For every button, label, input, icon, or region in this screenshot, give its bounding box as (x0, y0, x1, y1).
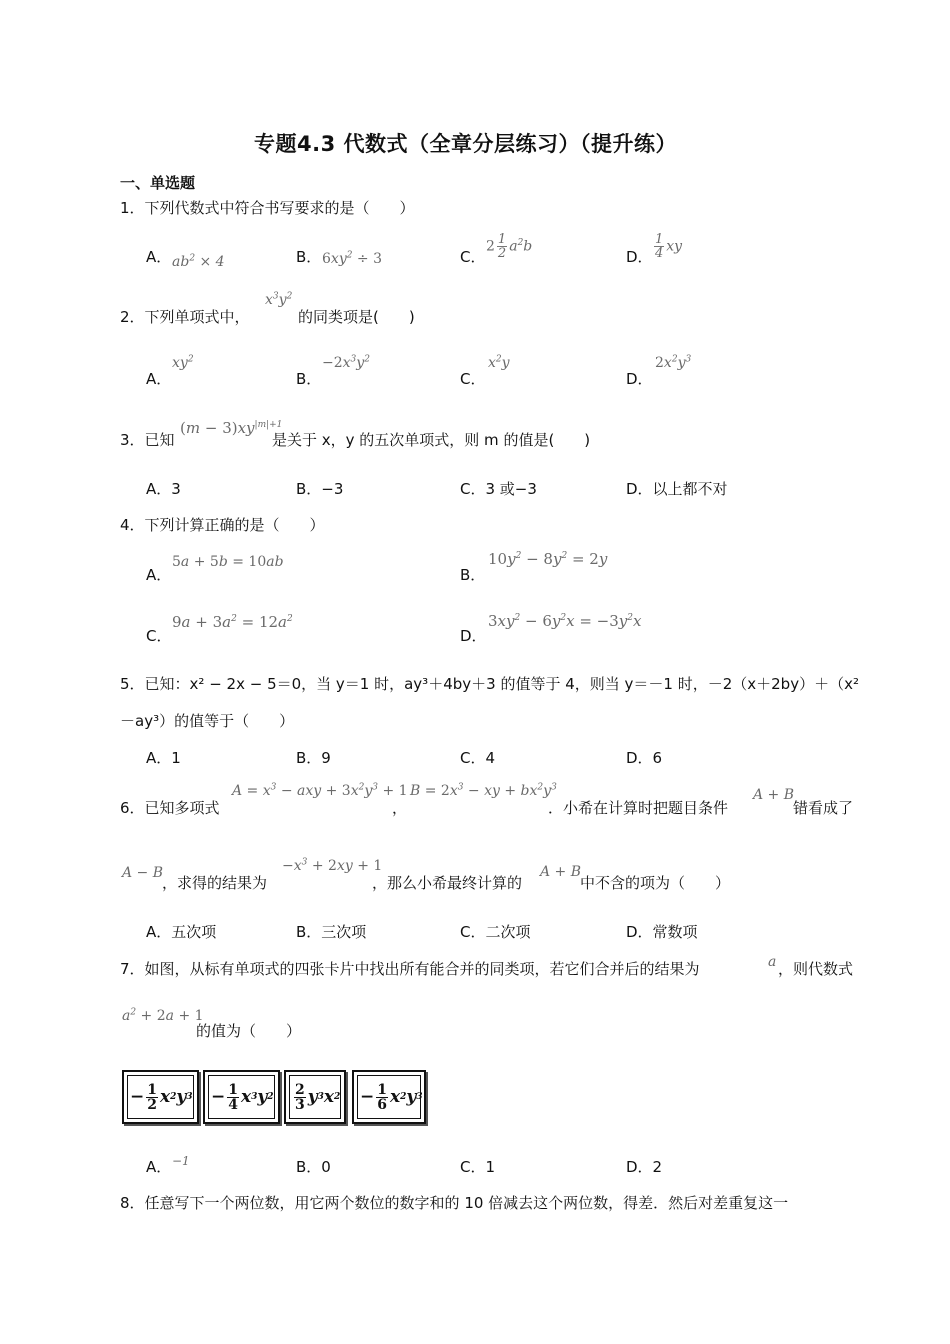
q2-stem-pre: 2．下列单项式中， (120, 308, 250, 326)
q7-card-2: − $\frac{1}{4}$ x 3 y 2 (203, 1070, 280, 1124)
q4-opt-d-label: D． (460, 627, 487, 645)
q3-opt-b: B．−3 (296, 480, 344, 498)
q6-comma: ， (392, 799, 408, 817)
q4-opt-d-math: $3xy^2 - 6y^2x = -3y^2x$ (488, 612, 642, 630)
q6-line2-a: ，求得的结果为 (162, 874, 268, 892)
section-heading: 一、单选题 (120, 174, 196, 192)
q2-opt-b-label: B． (296, 370, 322, 388)
q4-opt-c-math: $9a + 3a^2 = 12a^2$ (172, 613, 293, 631)
q4-opt-b-label: B． (460, 566, 486, 584)
q3-opt-d: D．以上都不对 (626, 480, 728, 498)
q7-opt-a-label: A． (146, 1158, 172, 1176)
q2-stem-post: 的同类项是( ) (298, 308, 415, 326)
q6-math-aplusb-2: A + B (540, 864, 582, 880)
q3-opt-a: A．3 (146, 480, 181, 498)
q1-opt-c-math: 2 $\frac{1}{2}$ $a^2b$ (486, 232, 533, 261)
q7-expr-math: $a^2 + 2a + 1$ (122, 1007, 204, 1024)
q2-stem-math: $x^3y^2$ (265, 291, 293, 308)
q1-opt-a-math: $ab^2 \times 4$ (172, 253, 225, 270)
q6-line2-b: ，那么小希最终计算的 (372, 874, 523, 892)
q1-opt-d-label: D． (626, 248, 653, 266)
q7-expr-post: 的值为（ ） (196, 1022, 302, 1040)
q1-opt-b-math: $6xy^2 \div 3$ (322, 250, 383, 267)
q7-card-3: $\frac{2}{3}$ y 3 x 2 (284, 1070, 346, 1124)
q6-math-aplusb: A + B (753, 787, 795, 803)
q7-stem: 7．如图，从标有单项式的四张卡片中找出所有能合并的同类项，若它们合并后的结果为 (120, 960, 700, 978)
q2-opt-b-math: $-2x^3y^2$ (322, 354, 370, 371)
page-title: 专题4.3 代数式（全章分层练习）（提升练） (254, 132, 678, 156)
q5-opt-a: A．1 (146, 749, 181, 767)
q7-card-4: − $\frac{1}{6}$ x 2 y 3 (352, 1070, 426, 1124)
q5-opt-d: D．6 (626, 749, 663, 767)
q4-opt-b-math: $10y^2 - 8y^2 = 2y$ (488, 550, 608, 568)
q2-opt-d-label: D． (626, 370, 653, 388)
q7-opt-c: C．1 (460, 1158, 496, 1176)
q4-opt-a-math: 5a + 5b = 10ab (172, 554, 284, 570)
q4-opt-c-label: C． (146, 627, 172, 645)
q5-line2: －ay³）的值等于（ ） (120, 712, 295, 730)
q3-stem-pre: 3．已知 (120, 431, 175, 449)
q2-opt-a-math: $xy^2$ (172, 354, 194, 371)
q7-opt-b: B．0 (296, 1158, 331, 1176)
q5-opt-c: C．4 (460, 749, 496, 767)
q3-stem-math: $(m - 3)xy^{|m|+1}$ (180, 419, 283, 437)
q6-stem-pre: 6．已知多项式 (120, 799, 220, 817)
q6-stem-mid: ．小希在计算时把题目条件 (548, 799, 729, 817)
q6-math-a: $A = x^3$ − axy + $3x^2y^3 + 1$ (232, 782, 408, 799)
q8-stem: 8．任意写下一个两位数，用它两个数位的数字和的 10 倍减去这个两位数，得差．然后对差重复这一 (120, 1194, 789, 1212)
q6-line2-c: 中不含的项为（ ） (580, 874, 731, 892)
q5-line1: 5．已知：x² − 2x − 5＝0，当 y＝1 时，ay³＋4by＋3 的值等于 4，则当 y＝－1 时，－2（x＋2by）＋（x² (120, 675, 859, 693)
q6-opt-b: B．三次项 (296, 923, 367, 941)
q7-stem-end: ，则代数式 (778, 960, 854, 978)
q7-stem-math-a: a (768, 954, 777, 970)
q6-opt-d: D．常数项 (626, 923, 698, 941)
q6-opt-c: C．二次项 (460, 923, 531, 941)
q1-opt-b-label: B． (296, 248, 322, 266)
q6-math-aminusb: A − B (122, 865, 164, 881)
q6-math-b: $B = 2x^3$ − xy + $bx^2y^3$ (410, 782, 557, 799)
q3-opt-c: C．3 或−3 (460, 480, 537, 498)
q7-opt-d: D．2 (626, 1158, 663, 1176)
q4-opt-a-label: A． (146, 566, 172, 584)
q1-opt-d-math: $\frac{1}{4}$ xy (655, 232, 683, 261)
q4-stem: 4．下列计算正确的是（ ） (120, 516, 325, 534)
q1-stem: 1．下列代数式中符合书写要求的是（ ） (120, 199, 415, 217)
q7-card-1: − $\frac{1}{2}$ x 2 y 3 (122, 1070, 199, 1124)
q5-opt-b: B．9 (296, 749, 331, 767)
q1-opt-c-label: C． (460, 248, 486, 266)
q2-opt-c-label: C． (460, 370, 486, 388)
q7-opt-a-math: −1 (172, 1154, 190, 1168)
q2-opt-a-label: A． (146, 370, 172, 388)
q1-opt-a-label: A． (146, 248, 172, 266)
q6-opt-a: A．五次项 (146, 923, 217, 941)
q6-stem-end: 错看成了 (793, 799, 854, 817)
q2-opt-c-math: $x^2y$ (488, 354, 510, 371)
q2-opt-d-math: $2x^2y^3$ (655, 354, 692, 371)
q6-math-result: $-x^3 + 2xy + 1$ (282, 857, 383, 874)
q3-stem-post: 是关于 x，y 的五次单项式，则 m 的值是( ) (272, 431, 591, 449)
